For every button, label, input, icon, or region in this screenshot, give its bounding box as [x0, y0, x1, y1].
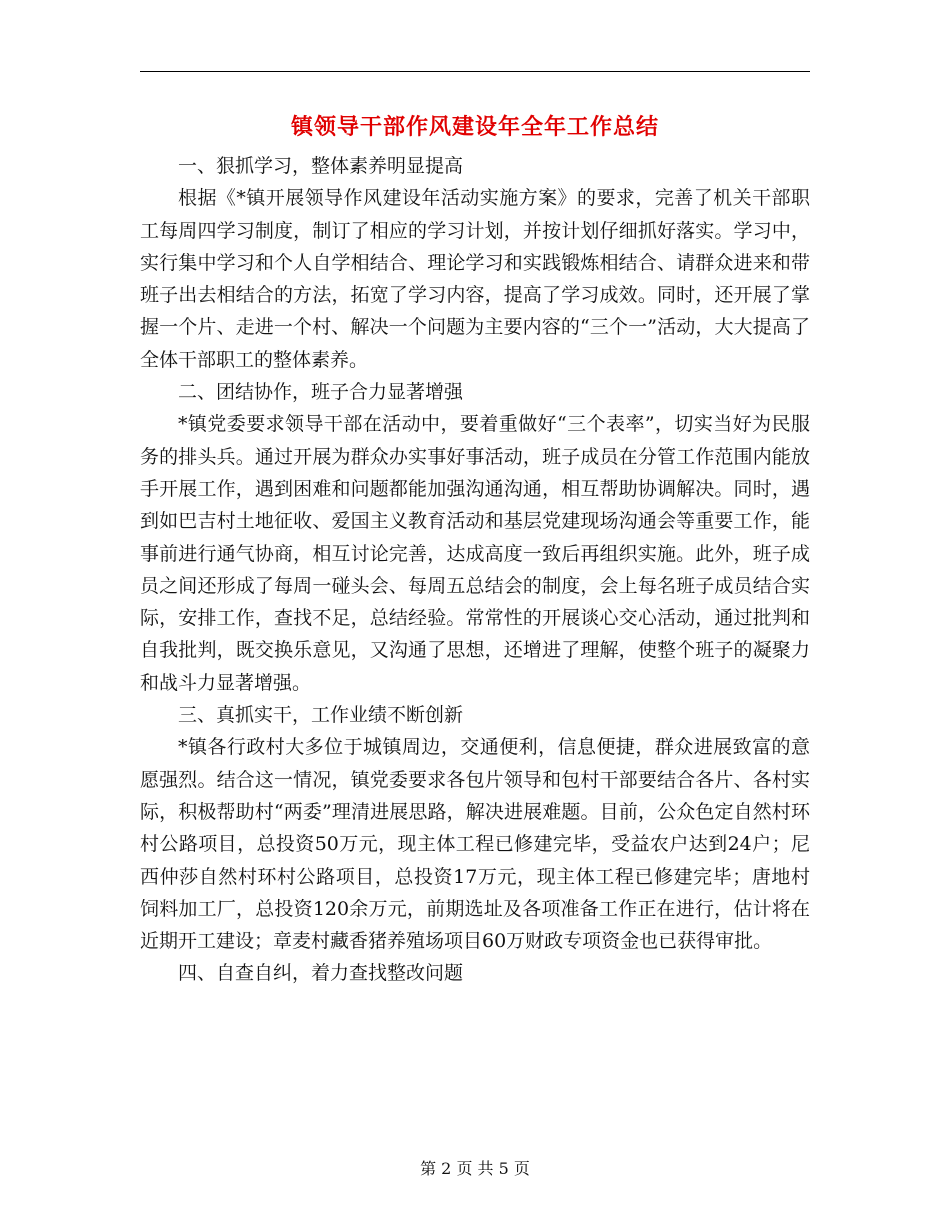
section-3-heading: 三、真抓实干，工作业绩不断创新 [178, 704, 464, 727]
section-1-paragraph: 根据《*镇开展领导作风建设年活动实施方案》的要求，完善了机关干部职工每周四学习制度，制订了相应的学习计划，并按计划仔细抓好落实。学习中，实行集中学习和个人自学相结合、理论学习和实践锻炼相结合、请群众进来和带班子出去相结合的方法，拓宽了学习内容，提高了学习成效。同时，还开展了掌握一个片、走进一个村、解决一个问题为主要内容的“三个一”活动，大大提高了全体干部职工的整体素养。 [140, 187, 810, 371]
section-3-paragraph: *镇各行政村大多位于城镇周边，交通便利，信息便捷，群众进展致富的意愿强烈。结合这一情况，镇党委要求各包片领导和包村干部要结合各片、各村实际，积极帮助村“两委”理清进展思路，解决进展难题。目前，公众色定自然村环村公路项目，总投资50万元，现主体工程已修建完毕，受益农户达到24户；尼西仲莎自然村环村公路项目，总投资17万元，现主体工程已修建完毕；唐地村饲料加工厂，总投资120余万元，前期选址及各项准备工作正在进行，估计将在近期开工建设；章麦村藏香猪养殖场项目60万财政专项资金也已获得审批。 [140, 736, 810, 953]
header-rule [140, 71, 810, 72]
document-title: 镇领导干部作风建设年全年工作总结 [290, 115, 659, 140]
page-number-footer: 第 2 页 共 5 页 [420, 1159, 530, 1178]
document-body [140, 150, 810, 990]
section-2-heading: 二、团结协作，班子合力显著增强 [178, 381, 464, 404]
section-2-paragraph: *镇党委要求领导干部在活动中，要着重做好“三个表率”，切实当好为民服务的排头兵。通过开展为群众办实事好事活动，班子成员在分管工作范围内能放手开展工作，遇到困难和问题都能加强沟通沟通，相互帮助协调解决。同时，遇到如巴吉村土地征收、爱国主义教育活动和基层党建现场沟通会等重要工作，能事前进行通气协商，相互讨论完善，达成高度一致后再组织实施。此外，班子成员之间还形成了每周一碰头会、每周五总结会的制度，会上每名班子成员结合实际，安排工作，查找不足，总结经验。常常性的开展谈心交心活动，通过批判和自我批判，既交换乐意见，又沟通了思想，还增进了理解，使整个班子的凝聚力和战斗力显著增强。 [140, 413, 810, 694]
section-1-heading: 一、狠抓学习，整体素养明显提高 [178, 155, 464, 177]
section-4-heading: 四、自查自纠，着力查找整改问题 [178, 962, 464, 985]
